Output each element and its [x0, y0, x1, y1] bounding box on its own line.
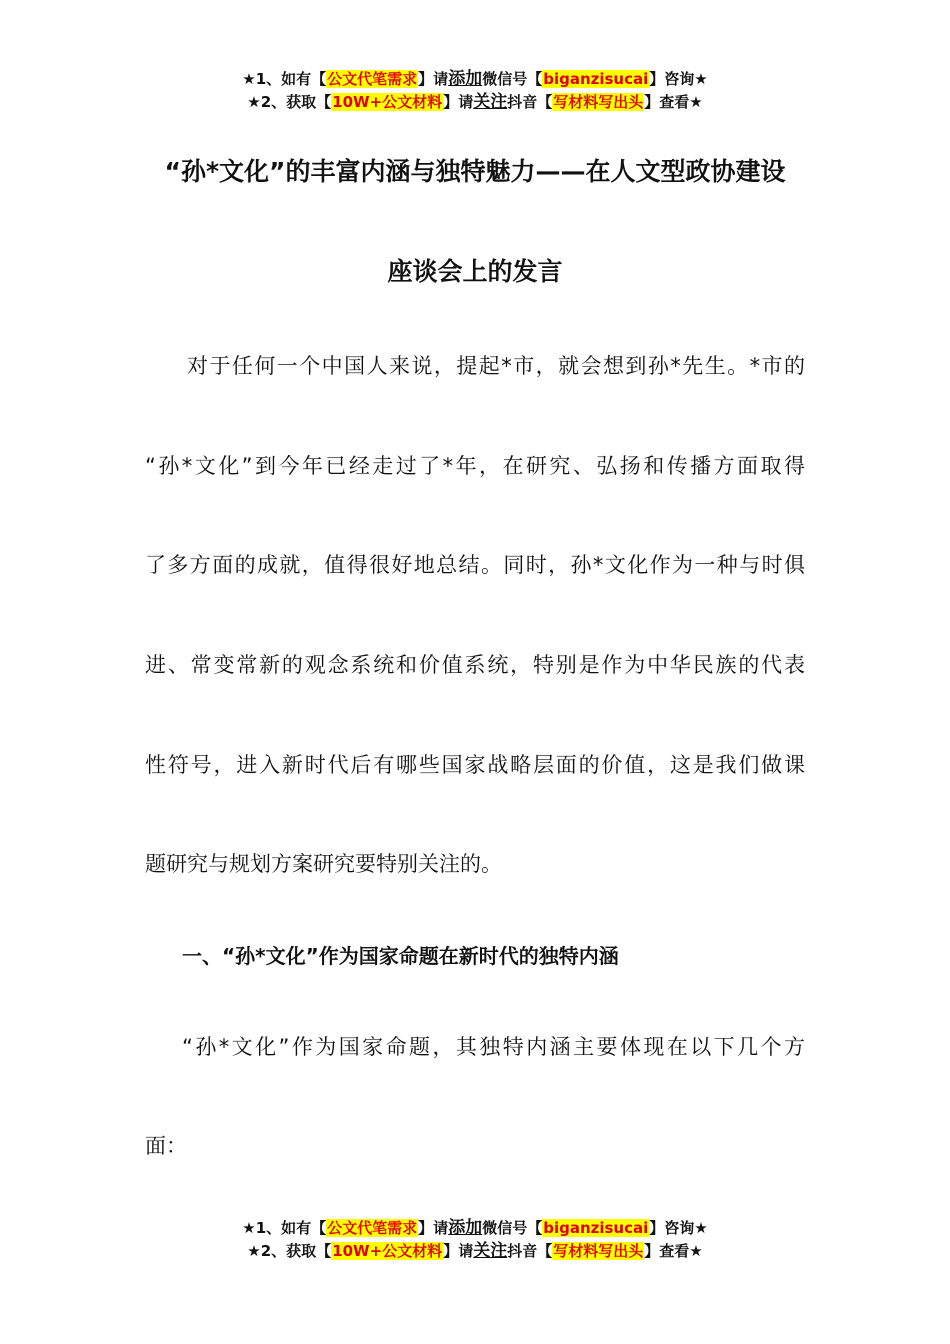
- highlight-wechat-id: biganzisucai: [543, 70, 649, 88]
- highlight-materials: 10W+公文材料: [332, 1242, 443, 1260]
- banner-text: 微信号【: [482, 1219, 543, 1237]
- document-title-line-2: 座谈会上的发言: [387, 257, 563, 286]
- underlined-word: 关注: [473, 92, 508, 112]
- banner-text: 】请: [443, 93, 474, 111]
- underlined-word: 添加: [448, 1218, 483, 1238]
- banner-line-2: [0, 1240, 950, 1263]
- section-heading-1: 一、“孙*文化”作为国家命题在新时代的独特内涵: [182, 944, 619, 968]
- banner-text: 】查看★: [644, 1242, 703, 1260]
- paragraph-1-line-2: “孙*文化”到今年已经走过了*年，在研究、弘扬和传播方面取得: [145, 454, 805, 478]
- banner-text: 】咨询★: [649, 1219, 708, 1237]
- paragraph-2-line-2: 面：: [145, 1134, 187, 1158]
- banner-line-1: [0, 1217, 950, 1240]
- banner-text: 抖音【: [507, 1242, 553, 1260]
- banner-text: 】请: [443, 1242, 474, 1260]
- banner-text: 】请: [418, 1219, 449, 1237]
- banner-text: 微信号【: [482, 70, 543, 88]
- paragraph-2-line-1: “孙*文化”作为国家命题，其独特内涵主要体现在以下几个方: [182, 1035, 805, 1059]
- highlight-douyin-id: 写材料写出头: [553, 1242, 644, 1260]
- underlined-word: 关注: [473, 1241, 508, 1261]
- banner-line-1: [0, 68, 950, 91]
- paragraph-1-line-1: 对于任何一个中国人来说，提起*市，就会想到孙*先生。*市的: [187, 354, 805, 378]
- top-banner: [0, 68, 950, 114]
- document-title-line-1: “孙*文化”的丰富内涵与独特魅力——在人文型政协建设: [164, 157, 786, 186]
- banner-text: 】请: [418, 70, 449, 88]
- highlight-douyin-id: 写材料写出头: [553, 93, 644, 111]
- banner-text: 抖音【: [507, 93, 553, 111]
- banner-text: ★1、如有【: [242, 1219, 327, 1237]
- underlined-word: 添加: [448, 69, 483, 89]
- banner-text: ★2、获取【: [247, 1242, 332, 1260]
- banner-text: ★2、获取【: [247, 93, 332, 111]
- highlight-materials: 10W+公文材料: [332, 93, 443, 111]
- highlight-service: 公文代笔需求: [327, 70, 418, 88]
- paragraph-1-line-3: 了多方面的成就，值得很好地总结。同时，孙*文化作为一种与时俱: [145, 553, 805, 577]
- highlight-wechat-id: biganzisucai: [543, 1219, 649, 1237]
- paragraph-1-line-6: 题研究与规划方案研究要特别关注的。: [145, 852, 502, 876]
- bottom-banner: [0, 1217, 950, 1263]
- highlight-service: 公文代笔需求: [327, 1219, 418, 1237]
- paragraph-1-line-5: 性符号，进入新时代后有哪些国家战略层面的价值，这是我们做课: [145, 753, 805, 777]
- banner-text: 】查看★: [644, 93, 703, 111]
- paragraph-1-line-4: 进、常变常新的观念系统和价值系统，特别是作为中华民族的代表: [145, 653, 805, 677]
- banner-text: ★1、如有【: [242, 70, 327, 88]
- banner-text: 】咨询★: [649, 70, 708, 88]
- banner-line-2: [0, 91, 950, 114]
